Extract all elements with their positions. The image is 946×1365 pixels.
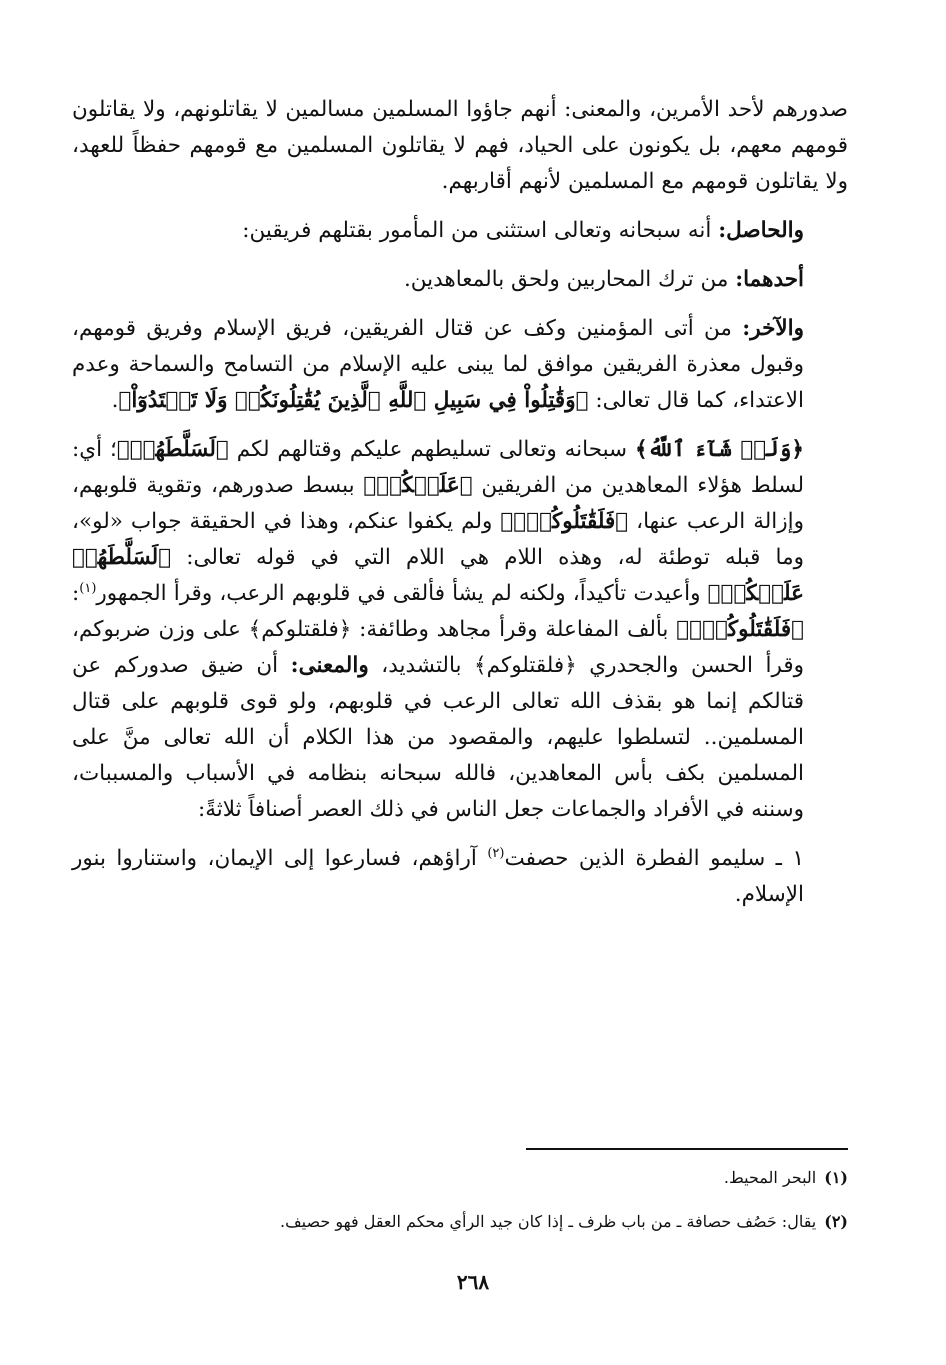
paragraph-text: صدورهم لأحد الأمرين، والمعنى: أنهم جاؤوا المسلمين مسالمين لا يقاتلونهم، ولا يقاتلون قومهم معهم، بل يكونون على الحياد، فهم لا يقاتلون المسلمين مع قومهم حفظاً للعهد، ولا يقاتلون قومهم مع المسلمين لأنهم أقاربهم. (72, 97, 848, 194)
footnote-text: البحر المحيط. (723, 1168, 817, 1187)
conclusion-label: والحاصل: (718, 218, 804, 243)
paragraph-text: . (111, 388, 119, 413)
paragraph-text: ؛ أي: لسلط هؤلاء المعاهدين من الفريقين (72, 437, 804, 498)
paragraph-second-group (72, 311, 848, 419)
page-body (72, 92, 848, 926)
paragraph-text: آراؤهم، فسارعوا إلى الإيمان، واستناروا بنور الإسلام. (72, 846, 804, 907)
paragraph-text: من أتى المؤمنين وكف عن قتال الفريقين، فريق الإسلام وفريق قومهم، وقبول معذرة الفريقين موافق لما يبنى عليه الإسلام من التسامح والسماحة وعدم الاعتداء، كما قال تعالى: (72, 316, 804, 413)
quran-verse: ﴿وَلَوۡ شَآءَ ٱللَّهُ﴾ (635, 437, 804, 462)
quran-verse: ﴿فَلَقَٰتَلُوكُمۡۚ﴾ (500, 509, 629, 534)
footnote-1 (72, 1165, 848, 1191)
quran-verse: ﴿وَقَٰتِلُواْ فِي سَبِيلِ ٱللَّهِ ٱلَّذِينَ يُقَٰتِلُونَكُمۡ وَلَا تَعۡتَدُوٓاْ﴾ (118, 388, 589, 413)
second-group-label: والآخر: (742, 316, 804, 341)
paragraph-tafsir (72, 432, 848, 828)
paragraph-text: أن ضيق صدوركم عن قتالكم إنما هو بقذف الله تعالى الرعب في قلوبهم، ولو قوى قلوبهم على قتال المسلمين.. لتسلطوا عليهم، والمقصود من هذا الكلام أن الله تعالى منَّ على المسلمين بكف بأس المعاهدين، فالله سبحانه بنظامه في الأسباب والمسببات، وسننه في الأفراد والجماعات جعل الناس في ذلك العصر أصنافاً ثلاثةً: (72, 653, 804, 822)
paragraph-first-group (72, 262, 848, 298)
paragraph-text: ببسط صدورهم، وتقوية قلوبهم، وإزالة الرعب عنها، (72, 473, 804, 534)
footnote-divider (526, 1148, 848, 1150)
footnote-number: (٢) (824, 1212, 848, 1231)
paragraph-text: ولم يكفوا عنكم، وهذا في الحقيقة جواب «لو»، وما قبله توطئة له، وهذه اللام هي اللام التي في قوله تعالى: (72, 509, 805, 570)
paragraph-conclusion (72, 213, 848, 249)
paragraph-text: وأعيدت تأكيداً، ولكنه لم يشأ فألقى في قلوبهم الرعب، وقرأ الجمهور (96, 581, 701, 606)
quran-verse: ﴿لَسَلَّطَهُمۡ﴾ (116, 437, 229, 462)
quran-verse: ﴿لَسَلَّطَهُمۡ عَلَيۡكُمۡ﴾ (72, 545, 804, 606)
footnote-2 (72, 1209, 848, 1235)
paragraph-text: سبحانه وتعالى تسليطهم عليكم وقتالهم لكم (236, 437, 628, 462)
paragraph-text: بألف المفاعلة وقرأ مجاهد وطائفة: ﴿فلقتلوكم﴾ على وزن ضربوكم، وقرأ الحسن والجحدري ﴿فلقتلوكم﴾ بالتشديد، (72, 617, 804, 678)
first-group-label: أحدهما: (735, 267, 804, 292)
paragraph-1 (72, 92, 848, 200)
paragraph-text: أنه سبحانه وتعالى استثنى من المأمور بقتلهم فريقين: (242, 218, 712, 243)
paragraph-text: من ترك المحاربين ولحق بالمعاهدين. (403, 267, 729, 292)
page-number: ٢٦٨ (456, 1270, 490, 1294)
meaning-label: والمعنى: (290, 653, 369, 678)
footnote-text: يقال: حَصُف حصافة ـ من باب ظرف ـ إذا كان جيد الرأي محكم العقل فهو حصيف. (280, 1212, 817, 1231)
footnote-ref-1: (١) (79, 580, 97, 596)
paragraph-text: ١ ـ سليمو الفطرة الذين حصفت (504, 846, 804, 871)
paragraph-list-item-1 (72, 841, 848, 913)
footnote-number: (١) (824, 1168, 848, 1187)
quran-verse: ﴿فَلَقَٰتَلُوكُمۡۚ﴾ (676, 617, 804, 642)
quran-verse: ﴿عَلَيۡكُمۡ﴾ (363, 473, 473, 498)
footnote-ref-2: (٢) (487, 845, 505, 861)
paragraph-text: : (72, 581, 80, 606)
footnotes (72, 1165, 848, 1253)
